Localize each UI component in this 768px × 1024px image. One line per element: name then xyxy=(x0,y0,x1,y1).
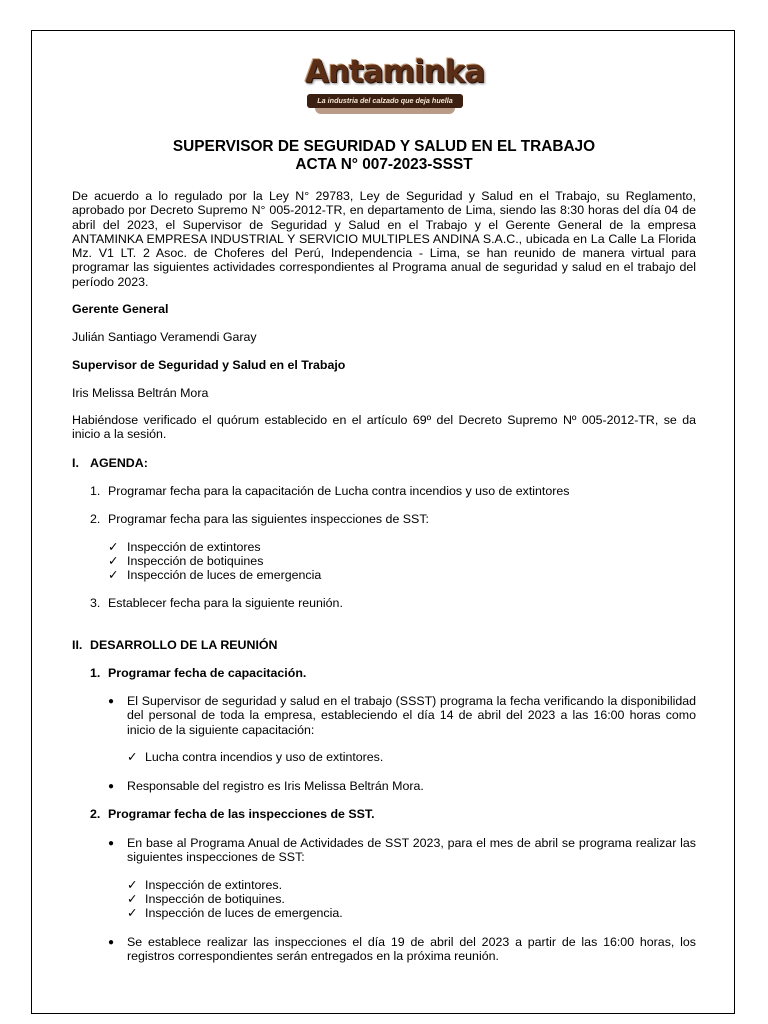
agenda-item-number: 3. xyxy=(90,596,101,610)
agenda-heading: AGENDA: xyxy=(90,456,148,470)
subsection-heading: Programar fecha de las inspecciones de SST. xyxy=(108,807,375,821)
check-icon: ✓ xyxy=(127,892,138,906)
agenda-section-number: I. xyxy=(72,456,79,470)
agenda-item-number: 1. xyxy=(90,484,101,498)
check-icon: ✓ xyxy=(108,554,119,568)
bullet-paragraph: Responsable del registro es Iris Melissa Beltrán Mora. xyxy=(127,779,424,793)
gerente-heading: Gerente General xyxy=(72,302,169,316)
check-icon: ✓ xyxy=(127,878,138,892)
agenda-item: Programar fecha para las siguientes inspecciones de SST: xyxy=(108,512,429,526)
logo-wordmark: Antaminka xyxy=(305,54,485,90)
quorum-paragraph: Habiéndose verificado el quórum establecido en el artículo 69º del Decreto Supremo Nº 005-2012-TR, se da inicio a la sesión. xyxy=(72,413,696,442)
check-icon: ✓ xyxy=(108,540,119,554)
bullet-paragraph: El Supervisor de seguridad y salud en el trabajo (SSST) programa la fecha verificando la disponibilidad del personal de toda la empresa, estableciendo el día 14 de abril del 2023 a las 16:00 horas como inicio de la siguiente capacitación: xyxy=(127,694,696,737)
logo-tagline: La industria del calzado que deja huella xyxy=(307,94,463,108)
bullet-paragraph: Se establece realizar las inspecciones el día 19 de abril del 2023 a partir de las 16:00 horas, los registros correspondientes serán entregados en la próxima reunión. xyxy=(127,935,696,964)
subsection-number: 2. xyxy=(90,807,101,821)
bullet-icon: ● xyxy=(108,838,115,849)
agenda-item-number: 2. xyxy=(90,512,101,526)
supervisor-heading: Supervisor de Seguridad y Salud en el Trabajo xyxy=(72,358,346,372)
checklist-item: Inspección de luces de emergencia xyxy=(127,568,322,582)
company-logo xyxy=(305,50,485,116)
desarrollo-heading: DESARROLLO DE LA REUNIÓN xyxy=(90,638,278,652)
subsection-heading: Programar fecha de capacitación. xyxy=(108,666,307,680)
desarrollo-section-number: II. xyxy=(72,638,83,652)
bullet-paragraph: En base al Programa Anual de Actividades de SST 2023, para el mes de abril se programa realizar las siguientes inspecciones de SST: xyxy=(127,836,696,865)
intro-paragraph: De acuerdo a lo regulado por la Ley N° 29783, Ley de Seguridad y Salud en el Trabajo, su Reglamento, aprobado por Decreto Supremo N° 005-2012-TR, en departamento de Lima, siendo las 8:30 horas del día 04 de abril del 2023, el Supervisor de Seguridad y Salud en el Trabajo y el Gerente General de la empresa ANTAMINKA EMPRESA INDUSTRIAL Y SERVICIO MULTIPLES ANDINA S.A.C., ubicada en La Calle La Florida Mz. V1 LT. 2 Asoc. de Choferes del Perú, Independencia - Lima, se han reunido de manera virtual para programar las siguientes actividades correspondientes al Programa anual de seguridad y salud en el trabajo del período 2023. xyxy=(72,189,696,289)
checklist-item: Inspección de extintores xyxy=(127,540,261,554)
check-icon: ✓ xyxy=(108,568,119,582)
agenda-item: Programar fecha para la capacitación de Lucha contra incendios y uso de extintores xyxy=(108,484,570,498)
checklist-item: Inspección de luces de emergencia. xyxy=(145,906,343,920)
check-icon: ✓ xyxy=(127,906,138,920)
bullet-icon: ● xyxy=(108,937,115,948)
logo-base xyxy=(315,108,455,114)
supervisor-name: Iris Melissa Beltrán Mora xyxy=(72,386,209,400)
checklist-item: Inspección de extintores. xyxy=(145,878,283,892)
agenda-item: Establecer fecha para la siguiente reunión. xyxy=(108,596,343,610)
subsection-number: 1. xyxy=(90,666,101,680)
gerente-name: Julián Santiago Veramendi Garay xyxy=(72,330,257,344)
check-icon: ✓ xyxy=(127,750,138,764)
bullet-icon: ● xyxy=(108,781,115,792)
act-number: ACTA N° 007-2023-SSST xyxy=(295,156,473,173)
document-title: SUPERVISOR DE SEGURIDAD Y SALUD EN EL TRABAJO xyxy=(172,138,596,155)
checklist-item: Inspección de botiquines xyxy=(127,554,264,568)
checklist-item: Inspección de botiquines. xyxy=(145,892,285,906)
checklist-item: Lucha contra incendios y uso de extintores. xyxy=(145,750,384,764)
bullet-icon: ● xyxy=(108,696,115,707)
